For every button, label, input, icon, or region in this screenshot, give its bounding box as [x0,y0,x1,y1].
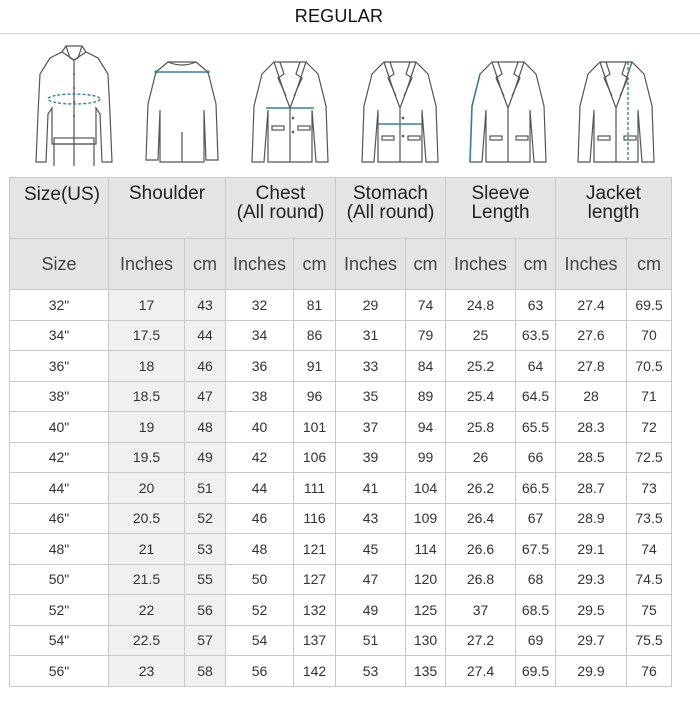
measure-cell: 99 [406,442,446,473]
measure-cell: 21 [109,534,185,565]
measure-cell: 18 [109,351,185,382]
measure-cell: 29.3 [556,564,627,595]
measure-cell: 28.3 [556,412,627,443]
measure-cell: 28.7 [556,473,627,504]
measure-cell: 74 [627,534,672,565]
measure-cell: 56 [185,595,226,626]
table-row [10,412,672,443]
measure-cell: 17.5 [109,320,185,351]
measure-cell: 72.5 [627,442,672,473]
measure-cell: 48 [185,412,226,443]
measure-cell: 43 [336,503,406,534]
measure-cell: 34 [226,320,294,351]
measure-cell: 44 [226,473,294,504]
header-jacket-length: Jacket length [556,178,672,239]
measure-cell: 39 [336,442,406,473]
title-bar [0,0,700,34]
measure-cell: 120 [406,564,446,595]
measure-cell: 20.5 [109,503,185,534]
measure-cell: 37 [336,412,406,443]
measure-cell: 74.5 [627,564,672,595]
measure-cell: 116 [294,503,336,534]
table-row [10,534,672,565]
measure-cell: 19 [109,412,185,443]
jacket-front-chest-measure-icon [240,44,340,168]
measure-cell: 81 [294,290,336,321]
measure-cell: 53 [336,656,406,687]
measure-cell: 114 [406,534,446,565]
measure-cell: 32 [226,290,294,321]
table-row [10,442,672,473]
measure-cell: 106 [294,442,336,473]
measure-cell: 135 [406,656,446,687]
measure-cell: 25.2 [446,351,516,382]
measure-cell: 69 [516,625,556,656]
measure-cell: 46 [185,351,226,382]
header-size-us: Size(US) [10,178,109,239]
measure-cell: 79 [406,320,446,351]
size-cell: 46" [10,503,109,534]
measure-cell: 68 [516,564,556,595]
measure-cell: 51 [185,473,226,504]
measure-cell: 56 [226,656,294,687]
jacket-length-measure-icon [566,44,666,168]
measure-cell: 132 [294,595,336,626]
table-row [10,656,672,687]
measure-cell: 26 [446,442,516,473]
measure-cell: 67 [516,503,556,534]
measure-cell: 45 [336,534,406,565]
measure-cell: 51 [336,625,406,656]
measure-cell: 86 [294,320,336,351]
size-cell: 44" [10,473,109,504]
unit-header: Inches [226,239,294,290]
measure-cell: 27.4 [446,656,516,687]
measure-cell: 73 [627,473,672,504]
size-cell: 50" [10,564,109,595]
size-cell: 40" [10,412,109,443]
measure-cell: 42 [226,442,294,473]
measure-cell: 47 [185,381,226,412]
jacket-sleeve-length-measure-icon [458,44,558,168]
measure-cell: 54 [226,625,294,656]
measure-cell: 71 [627,381,672,412]
measure-cell: 57 [185,625,226,656]
unit-header: cm [185,239,226,290]
chart-title: REGULAR [294,6,384,26]
measure-cell: 70.5 [627,351,672,382]
shirt-front-chest-measure-icon [24,44,124,168]
unit-header: Inches [109,239,185,290]
measure-cell: 25 [446,320,516,351]
measure-cell: 26.6 [446,534,516,565]
measure-cell: 53 [185,534,226,565]
unit-header: Inches [446,239,516,290]
measure-cell: 70 [627,320,672,351]
measure-cell: 23 [109,656,185,687]
measure-cell: 94 [406,412,446,443]
unit-header: cm [294,239,336,290]
measure-cell: 41 [336,473,406,504]
measure-cell: 44 [185,320,226,351]
measure-cell: 104 [406,473,446,504]
measure-cell: 68.5 [516,595,556,626]
unit-header: Size [10,239,109,290]
measure-cell: 19.5 [109,442,185,473]
table-row [10,381,672,412]
table-row [10,595,672,626]
header-row-measures [10,178,672,239]
measure-cell: 89 [406,381,446,412]
measure-cell: 69.5 [516,656,556,687]
measure-cell: 25.4 [446,381,516,412]
unit-header: Inches [556,239,627,290]
measure-cell: 121 [294,534,336,565]
measure-cell: 130 [406,625,446,656]
header-stomach: Stomach (All round) [336,178,446,239]
measure-cell: 73.5 [627,503,672,534]
measure-cell: 21.5 [109,564,185,595]
measure-cell: 52 [185,503,226,534]
table-row [10,625,672,656]
size-cell: 56" [10,656,109,687]
measure-cell: 29.9 [556,656,627,687]
measure-cell: 127 [294,564,336,595]
measure-cell: 17 [109,290,185,321]
measure-cell: 58 [185,656,226,687]
header-row-units [10,239,672,290]
measure-cell: 55 [185,564,226,595]
size-chart-table [9,177,672,687]
measure-cell: 142 [294,656,336,687]
measure-cell: 48 [226,534,294,565]
size-cell: 34" [10,320,109,351]
measure-cell: 22.5 [109,625,185,656]
measure-cell: 64 [516,351,556,382]
measure-cell: 72 [627,412,672,443]
table-row [10,564,672,595]
measure-cell: 111 [294,473,336,504]
unit-header: cm [516,239,556,290]
measure-cell: 101 [294,412,336,443]
measure-cell: 29.1 [556,534,627,565]
measure-cell: 66 [516,442,556,473]
measure-cell: 109 [406,503,446,534]
measure-cell: 27.8 [556,351,627,382]
measure-cell: 26.4 [446,503,516,534]
measure-cell: 52 [226,595,294,626]
measure-cell: 40 [226,412,294,443]
measure-cell: 28 [556,381,627,412]
table-row [10,503,672,534]
unit-header: cm [406,239,446,290]
measure-cell: 91 [294,351,336,382]
header-shoulder: Shoulder [109,178,226,239]
measure-cell: 38 [226,381,294,412]
measure-cell: 49 [336,595,406,626]
measure-cell: 29.7 [556,625,627,656]
measure-cell: 69.5 [627,290,672,321]
measure-cell: 75 [627,595,672,626]
unit-header: cm [627,239,672,290]
measure-cell: 74 [406,290,446,321]
measure-cell: 63 [516,290,556,321]
measure-cell: 20 [109,473,185,504]
measure-cell: 43 [185,290,226,321]
measure-cell: 18.5 [109,381,185,412]
size-cell: 54" [10,625,109,656]
jacket-back-shoulder-measure-icon [132,44,232,168]
measure-cell: 27.2 [446,625,516,656]
measure-cell: 63.5 [516,320,556,351]
measure-cell: 125 [406,595,446,626]
measurement-illustrations [0,38,700,173]
measure-cell: 31 [336,320,406,351]
size-cell: 38" [10,381,109,412]
measure-cell: 25.8 [446,412,516,443]
measure-cell: 96 [294,381,336,412]
header-sleeve-length: Sleeve Length [446,178,556,239]
table-row [10,320,672,351]
table-row [10,473,672,504]
measure-cell: 37 [446,595,516,626]
measure-cell: 36 [226,351,294,382]
measure-cell: 75.5 [627,625,672,656]
size-cell: 48" [10,534,109,565]
measure-cell: 67.5 [516,534,556,565]
measure-cell: 35 [336,381,406,412]
measure-cell: 50 [226,564,294,595]
measure-cell: 76 [627,656,672,687]
measure-cell: 137 [294,625,336,656]
measure-cell: 29.5 [556,595,627,626]
measure-cell: 64.5 [516,381,556,412]
measure-cell: 29 [336,290,406,321]
measure-cell: 66.5 [516,473,556,504]
table-row [10,290,672,321]
header-chest: Chest (All round) [226,178,336,239]
measure-cell: 49 [185,442,226,473]
measure-cell: 28.9 [556,503,627,534]
measure-cell: 28.5 [556,442,627,473]
measure-cell: 27.6 [556,320,627,351]
measure-cell: 26.8 [446,564,516,595]
measure-cell: 26.2 [446,473,516,504]
measure-cell: 22 [109,595,185,626]
size-cell: 52" [10,595,109,626]
measure-cell: 27.4 [556,290,627,321]
unit-header: Inches [336,239,406,290]
size-cell: 32" [10,290,109,321]
measure-cell: 65.5 [516,412,556,443]
jacket-front-stomach-measure-icon [350,44,450,168]
measure-cell: 84 [406,351,446,382]
measure-cell: 47 [336,564,406,595]
size-cell: 42" [10,442,109,473]
size-rows [10,290,672,687]
measure-cell: 24.8 [446,290,516,321]
measure-cell: 46 [226,503,294,534]
measure-cell: 33 [336,351,406,382]
table-row [10,351,672,382]
size-cell: 36" [10,351,109,382]
